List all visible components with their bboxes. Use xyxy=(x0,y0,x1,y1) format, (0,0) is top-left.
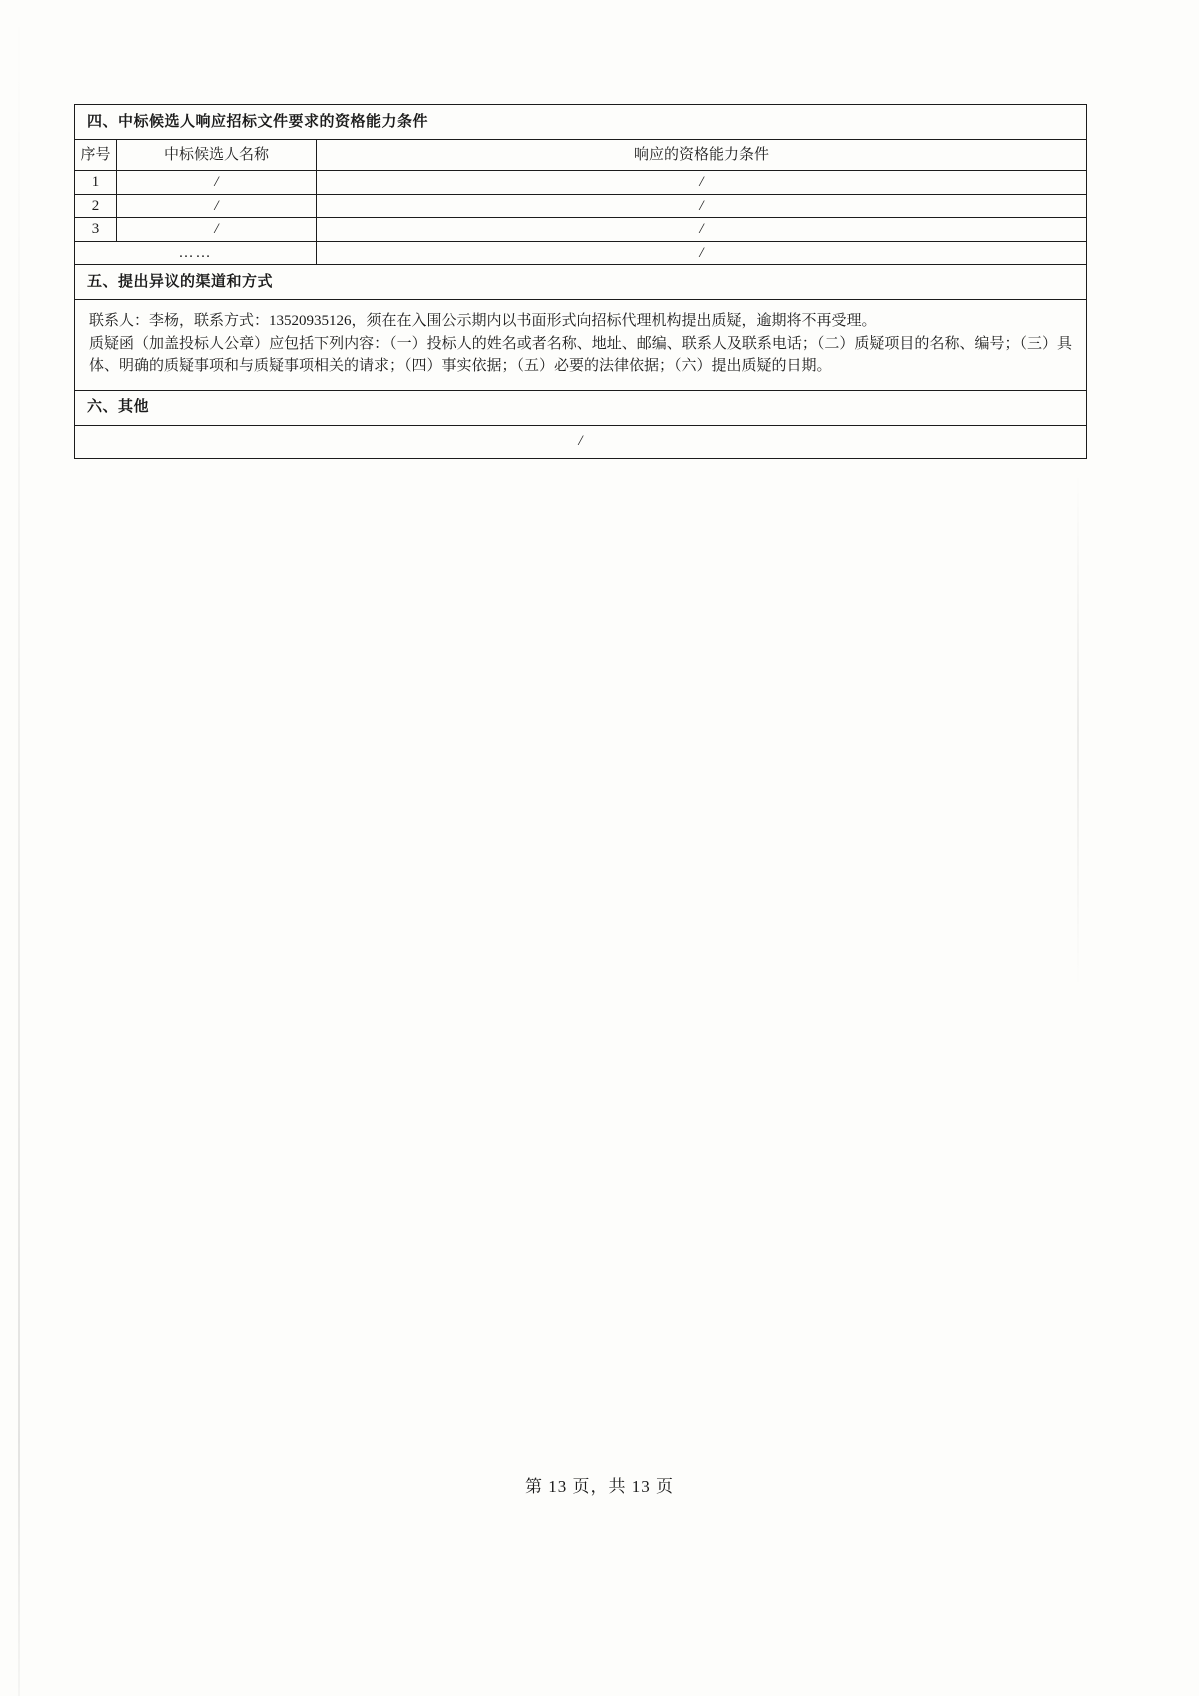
row-candidate-name: / xyxy=(117,171,317,195)
section-six-body-row xyxy=(75,425,1087,458)
announcement-table xyxy=(74,104,1087,459)
row-qualification: / xyxy=(317,194,1087,218)
row-qualification: / xyxy=(317,171,1087,195)
section-five-body-row xyxy=(75,300,1087,391)
section-five-heading-row xyxy=(75,265,1087,300)
scan-edge-left xyxy=(18,0,20,1696)
row-qualification: / xyxy=(317,241,1087,265)
column-header-no: 序号 xyxy=(75,140,117,171)
row-no: 2 xyxy=(75,194,117,218)
section-six-content: / xyxy=(75,425,1087,458)
section-five-heading: 五、提出异议的渠道和方式 xyxy=(75,265,1087,300)
table-row xyxy=(75,241,1087,265)
table-row xyxy=(75,194,1087,218)
row-candidate-name: / xyxy=(117,218,317,242)
row-no: 3 xyxy=(75,218,117,242)
section-four-heading: 四、中标候选人响应招标文件要求的资格能力条件 xyxy=(75,105,1087,140)
section-four-heading-row xyxy=(75,105,1087,140)
section-six-heading-row xyxy=(75,390,1087,425)
row-ellipsis: …… xyxy=(75,241,317,265)
section-six-heading: 六、其他 xyxy=(75,390,1087,425)
challenge-letter-paragraph: 质疑函（加盖投标人公章）应包括下列内容：（一）投标人的姓名或者名称、地址、邮编、联系人及联系电话；（二）质疑项目的名称、编号；（三）具体、明确的质疑事项和与质疑事项相关的请求；（四）事实依据；（五）必要的法律依据；（六）提出质疑的日期。 xyxy=(89,335,1073,374)
contact-paragraph: 联系人：李杨，联系方式：13520935126，须在在入围公示期内以书面形式向招标代理机构提出质疑，逾期将不再受理。 xyxy=(89,313,877,329)
table-row xyxy=(75,171,1087,195)
row-no: 1 xyxy=(75,171,117,195)
column-header-candidate-name: 中标候选人名称 xyxy=(117,140,317,171)
page-footer: 第 13 页，共 13 页 xyxy=(525,1477,674,1496)
column-header-qualification: 响应的资格能力条件 xyxy=(317,140,1087,171)
section-five-body xyxy=(75,300,1087,391)
table-row xyxy=(75,218,1087,242)
table-header-row xyxy=(75,140,1087,171)
row-candidate-name: / xyxy=(117,194,317,218)
row-qualification: / xyxy=(317,218,1087,242)
scan-edge-right xyxy=(1077,470,1079,990)
